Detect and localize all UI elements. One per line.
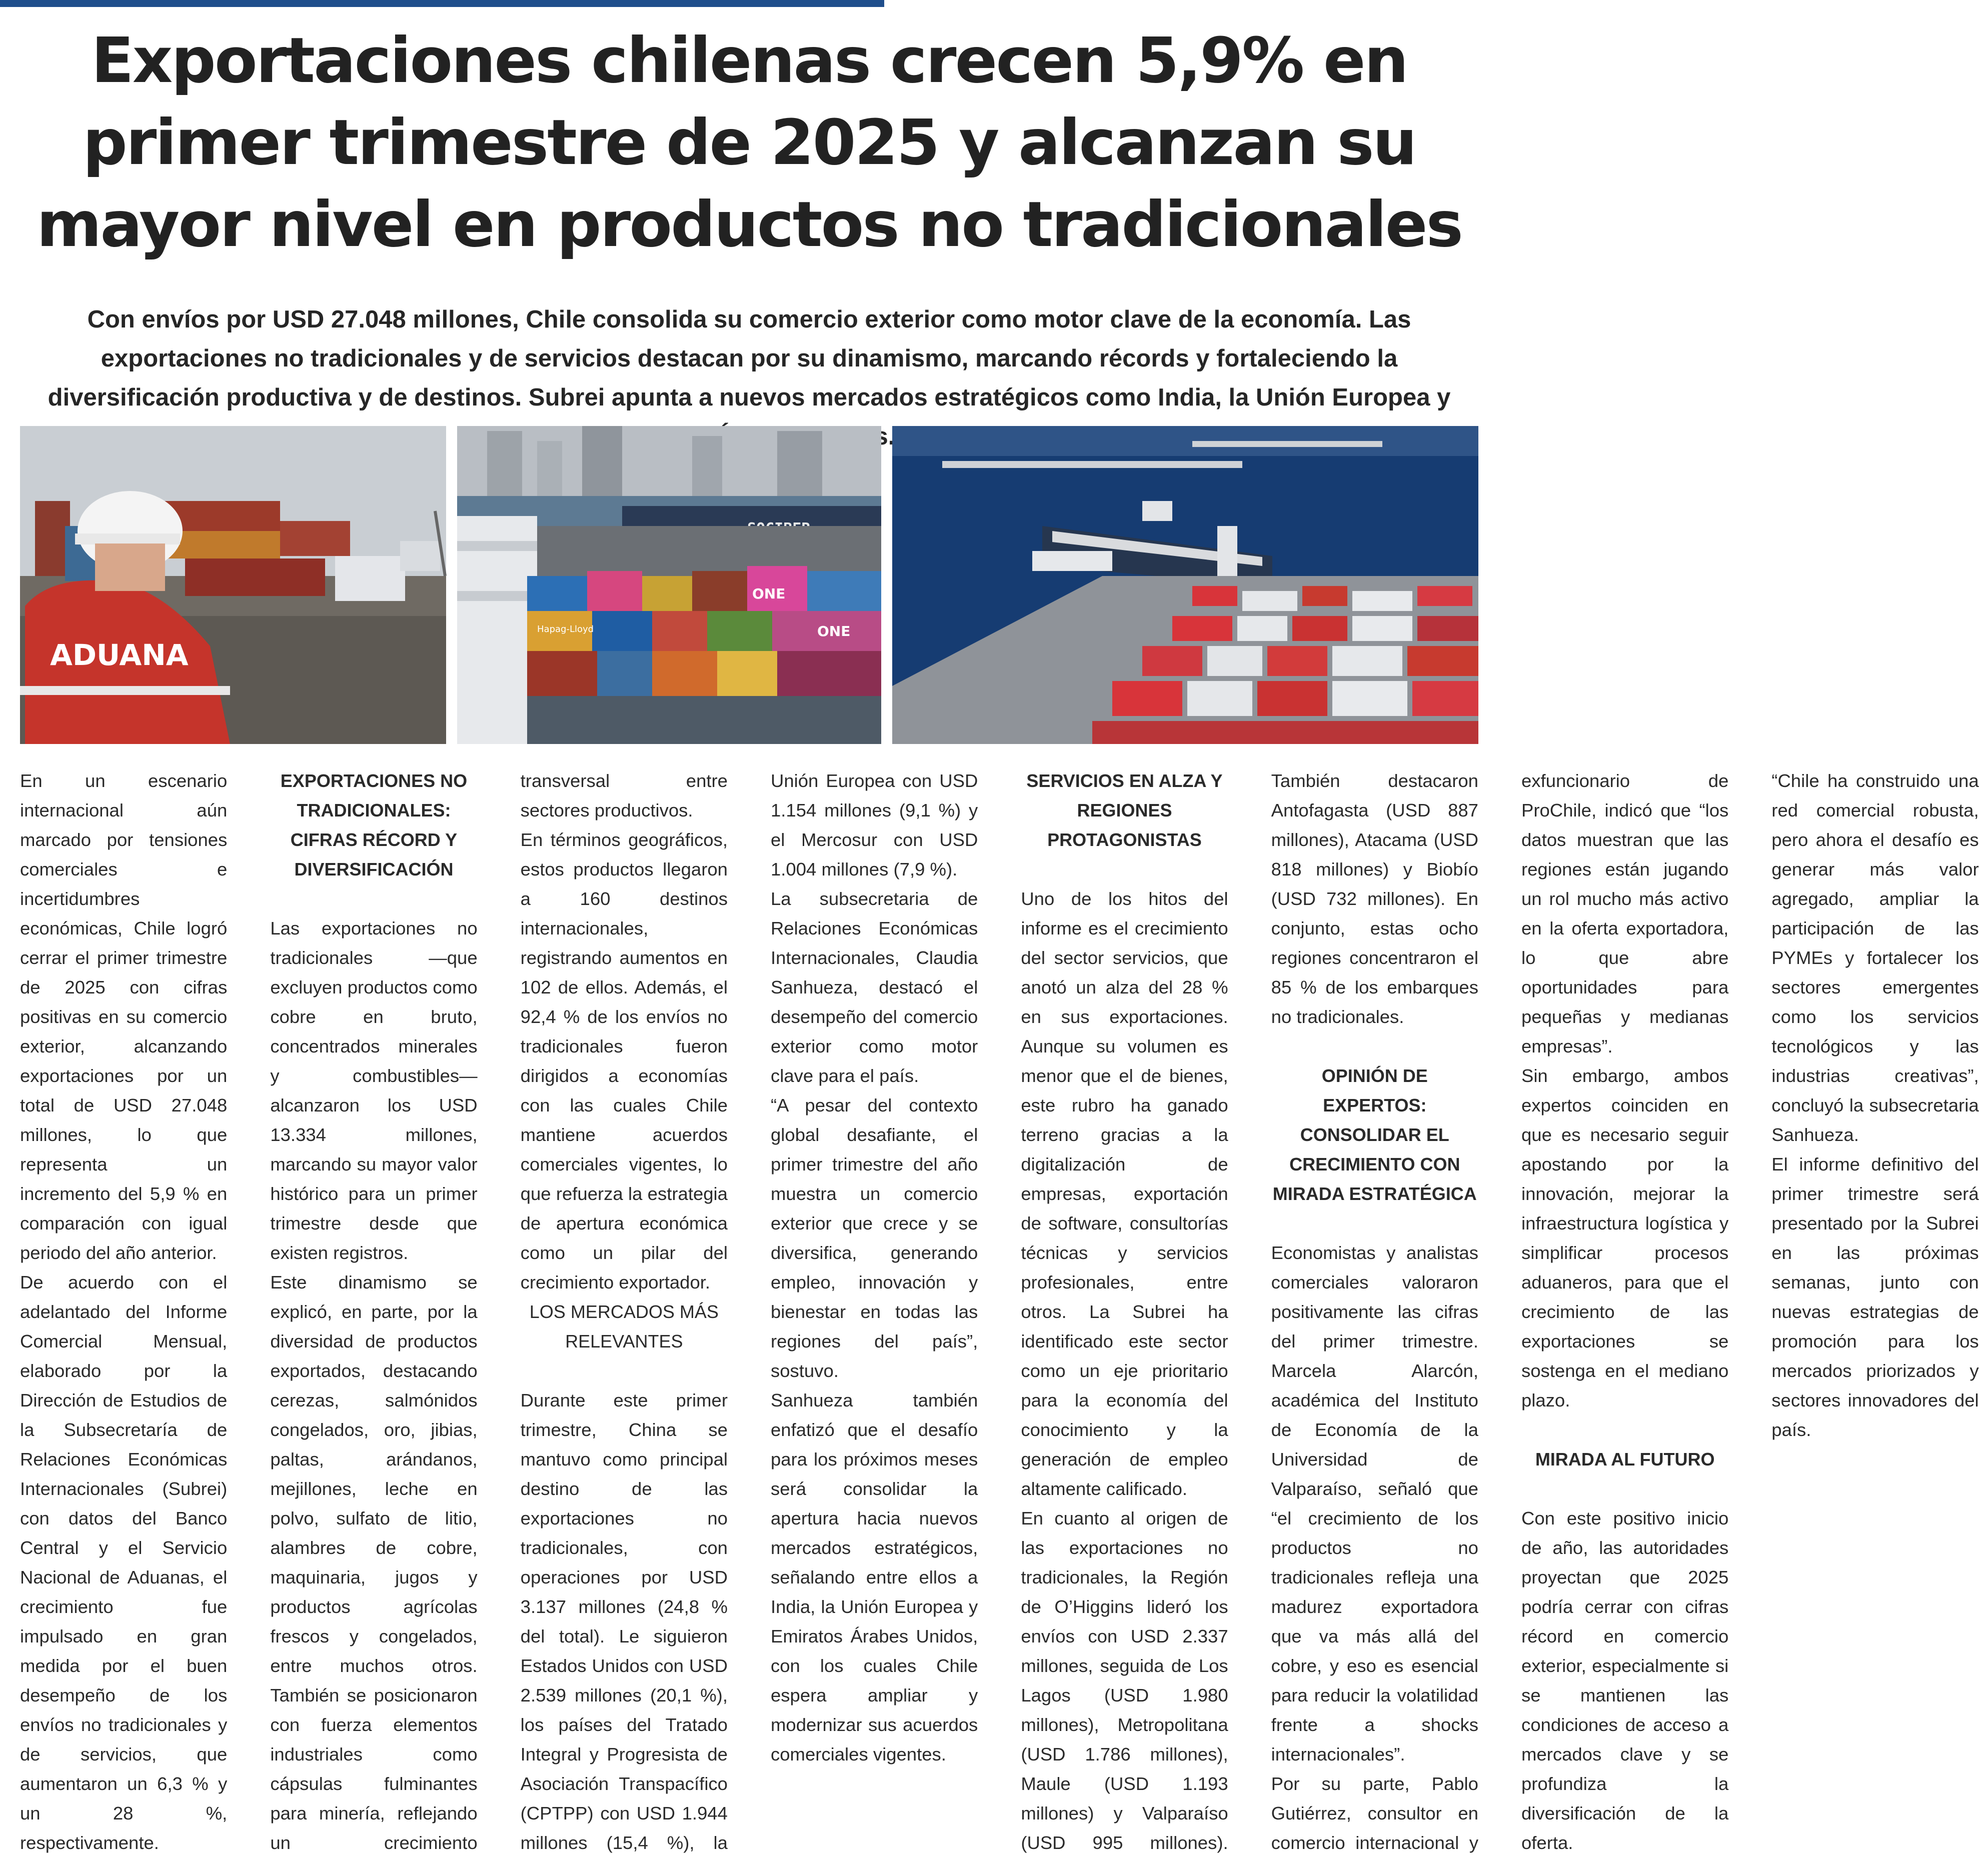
paragraph: Sin embargo, ambos expertos coinciden en que es necesario seguir apostando por la innovación, mejorar la infraestructura logística y simplificar procesos aduaneros, para que el crecimiento de las exportaciones se sostenga en el mediano plazo. (1521, 1066, 1729, 1410)
photo-port-aerial (892, 426, 1478, 744)
paragraph: “Chile ha construido una red comercial robusta, pero ahora el desafío es generar más valor agregado, ampliar la participación de las PYMEs y fortalecer los sectores emergentes como los servicios tecnológicos y las industrias creativas”, concluyó la subsecretaria Sanhueza. (1771, 770, 1979, 1145)
section-title: LOS MERCADOS MÁS RELEVANTES (529, 1302, 719, 1352)
section-title: MIRADA AL FUTURO (1535, 1449, 1715, 1470)
section-title: OPINIÓN DE EXPERTOS: CONSOLIDAR EL CRECIMIENTO CON MIRADA ESTRATÉGICA (1272, 1066, 1477, 1204)
paragraph: “A pesar del contexto global desafiante, el primer trimestre del año muestra un comercio exterior que crece y se diversifica, generando empleo, innovación y bienestar en todas las regiones del país”, sostuvo. (770, 1095, 978, 1381)
headline: Exportaciones chilenas crecen 5,9% en primer trimestre de 2025 y alcanzan su mayor nivel en productos no tradicionales (37, 24, 1462, 261)
container-label-one-a: ONE (752, 586, 786, 602)
container-label-one-b: ONE (817, 623, 851, 640)
photo-customs-officer (20, 426, 446, 744)
paragraph: Este dinamismo se explicó, en parte, por la diversidad de productos exportados, destacando cerezas, salmónidos congelados, oro, jibias, paltas, arándanos, mejillones, leche en polvo, sulfato de litio, alambres de cobre, maquinaria, jugos y productos agrícolas frescos y congelados, entre muchos otros. También se posicionaron con fuerza elementos industriales como cápsulas fulminantes para minería, reflejando un crecimiento transversal entre sectores productivos. (270, 770, 728, 1853)
paragraph: Economistas y analistas comerciales valoraron positivamente las cifras del primer trimestre. Marcela Alarcón, académica del Instituto de Economía de la Universidad de Valparaíso, señaló que “el crecimiento de los productos no tradicionales refleja una madurez exportadora que va más allá del cobre, y eso es esencial para reducir la volatilidad frente a shocks internacionales”. (1271, 1242, 1478, 1764)
article-body (20, 766, 1979, 1866)
paragraph: En cuanto al origen de las exportaciones no tradicionales, la Región de O’Higgins lideró los envíos con USD 2.337 millones, seguida de Los Lagos (USD 1.980 millones), Metropolitana (USD 1.786 millones), Maule (USD 1.193 millones) y Valparaíso (USD 995 millones). También destacaron Antofagasta (USD 887 millones), Atacama (USD 818 millones) y Biobío (USD 732 millones). En conjunto, estas ocho regiones concentraron el 85 % de los embarques no tradicionales. (1021, 770, 1478, 1853)
paragraph: De acuerdo con el adelantado del Informe Comercial Mensual, elaborado por la Dirección de Estudios de la Subsecretaría de Relaciones Económicas Internacionales (Subrei) con datos del Banco Central y el Servicio Nacional de Aduanas, el crecimiento fue impulsado en gran medida por el buen desempeño de los envíos no tradicionales y de servicios, que aumentaron un 6,3 % y un 28 %, respectivamente. (20, 1272, 228, 1853)
lead-paragraph: Con envíos por USD 27.048 millones, Chile consolida su comercio exterior como motor clave de la economía. Las exportaciones no tradicionales y de servicios destacan por su dinamismo, marcando récords y fortaleciendo la diversificación productiva y de destinos. Subrei apunta a nuevos mercados estratégicos como India, la Unión Europea y (48, 306, 1451, 411)
section-title: EXPORTACIONES NO TRADICIONALES: CIFRAS RÉCORD Y DIVERSIFICACIÓN (280, 770, 468, 880)
container-label-hapag: Hapag-Lloyd (537, 624, 594, 634)
paragraph: Durante este primer trimestre, China se mantuvo como principal destino de las exportaciones no tradicionales, con operaciones por USD 3.137 millones (24,8 % del total). Le siguieron Estados Unidos con USD 2.539 millones (20,1 %), los países del Tratado Integral y Progresista de Asociación Transpacífico (CPTPP) con USD 1.944 millones (15,4 %), la Unión Europea con USD 1.154 millones (9,1 %) y el Mercosur con USD 1.004 millones (7,9 %). (520, 770, 978, 1853)
aduana-vest-label: ADUANA (50, 638, 189, 672)
paragraph: El informe definitivo del primer trimestre será presentado por la Subrei en las próximas semanas, junto con nuevas estrategias de promoción para los mercados priorizados y sectores innovadores del país. (1771, 1154, 1979, 1440)
paragraph: Por su parte, Pablo Gutiérrez, consultor en comercio internacional y exfuncionario de ProChile, indicó que “los datos muestran que las regiones están jugando un rol mucho más activo en la oferta exportadora, lo que abre oportunidades para pequeñas y medianas empresas”. (1271, 770, 1729, 1853)
paragraph: En términos geográficos, estos productos llegaron a 160 destinos internacionales, registrando aumentos en 102 de ellos. Además, el 92,4 % de los envíos no tradicionales fueron dirigidos a economías con las cuales Chile mantiene acuerdos comerciales vigentes, lo que refuerza la estrategia de apertura económica como un pilar del crecimiento exportador. (520, 830, 728, 1292)
photo-container-port (457, 426, 881, 744)
paragraph: Sanhueza también enfatizó que el desafío para los próximos meses será consolidar la apertura hacia nuevos mercados estratégicos, señalando entre ellos a India, la Unión Europea y Emiratos Árabes Unidos, con los cuales Chile espera ampliar y modernizar sus acuerdos comerciales vigentes. (770, 1390, 978, 1764)
top-accent-bar (0, 0, 884, 7)
section-title: SERVICIOS EN ALZA Y REGIONES PROTAGONISTAS (1026, 770, 1223, 850)
paragraph: Con este positivo inicio de año, las autoridades proyectan que 2025 podría cerrar con cifras récord en comercio exterior, especialmente si se mantienen las condiciones de acceso a mercados clave y se profundiza la diversificación de la oferta. (1521, 1508, 1729, 1853)
paragraph: La subsecretaria de Relaciones Económicas Internacionales, Claudia Sanhueza, destacó el desempeño del comercio exterior como motor clave para el país. (770, 888, 978, 1086)
paragraph: En un escenario internacional aún marcado por tensiones comerciales e incertidumbres económicas, Chile logró cerrar el primer trimestre de 2025 con cifras positivas en su comercio exterior, alcanzando exportaciones por un total de USD 27.048 millones, lo que representa un incremento del 5,9 % en comparación con igual periodo del año anterior. (20, 770, 228, 1263)
paragraph: Las exportaciones no tradicionales —que excluyen productos como cobre en bruto, concentrados minerales y combustibles— alcanzaron los USD 13.334 millones, marcando su mayor valor histórico para un primer trimestre desde que existen registros. (270, 918, 478, 1263)
paragraph: Uno de los hitos del informe es el crecimiento del sector servicios, que anotó un alza del 28 % en sus exportaciones. Aunque su volumen es menor que el de bienes, este rubro ha ganado terreno gracias a la digitalización de empresas, exportación de software, consultorías técnicas y servicios profesionales, entre otros. La Subrei ha identificado este sector como un eje prioritario para la economía del conocimiento y la generación de empleo altamente calificado. (1021, 888, 1228, 1499)
